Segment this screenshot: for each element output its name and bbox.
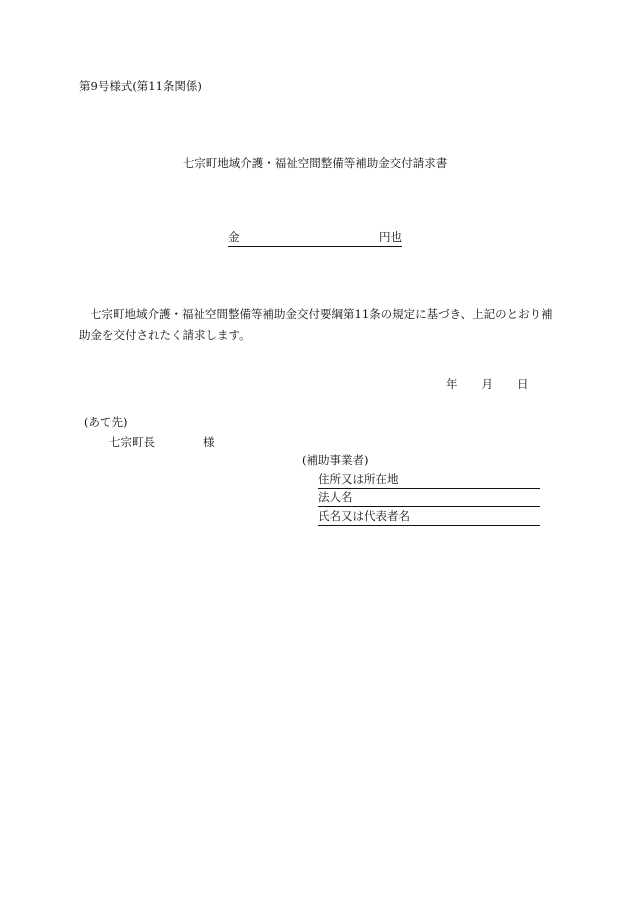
representative-name-field[interactable] bbox=[318, 511, 540, 526]
addressee-label: (あて先) bbox=[84, 415, 128, 429]
amount-prefix: 金 bbox=[228, 230, 240, 244]
addressee-honorific: 様 bbox=[203, 435, 215, 449]
date-year-label: 年 bbox=[446, 377, 458, 391]
document-title: 七宗町地域介護・福祉空間整備等補助金交付請求書 bbox=[182, 156, 448, 170]
amount-suffix: 円也 bbox=[379, 230, 402, 244]
address-field[interactable] bbox=[318, 474, 540, 489]
corporation-name-field[interactable] bbox=[318, 492, 540, 507]
request-body-text: 七宗町地域介護・福祉空間整備等補助金交付要綱第11条の規定に基づき、上記のとおり補助金を交付されたく請求します。 bbox=[79, 307, 553, 342]
date-line bbox=[446, 379, 529, 391]
date-month-label: 月 bbox=[481, 377, 493, 391]
addressee-mayor: 七宗町長 bbox=[109, 435, 155, 449]
representative-name-label: 氏名又は代表者名 bbox=[318, 509, 410, 523]
corporation-name-label: 法人名 bbox=[318, 490, 353, 504]
applicant-label: (補助事業者) bbox=[302, 453, 369, 467]
address-label: 住所又は所在地 bbox=[318, 472, 399, 486]
form-number: 第9号様式(第11条関係) bbox=[79, 79, 202, 93]
date-day-label: 日 bbox=[517, 377, 529, 391]
amount-field[interactable] bbox=[228, 232, 402, 247]
addressee-line bbox=[109, 437, 215, 449]
